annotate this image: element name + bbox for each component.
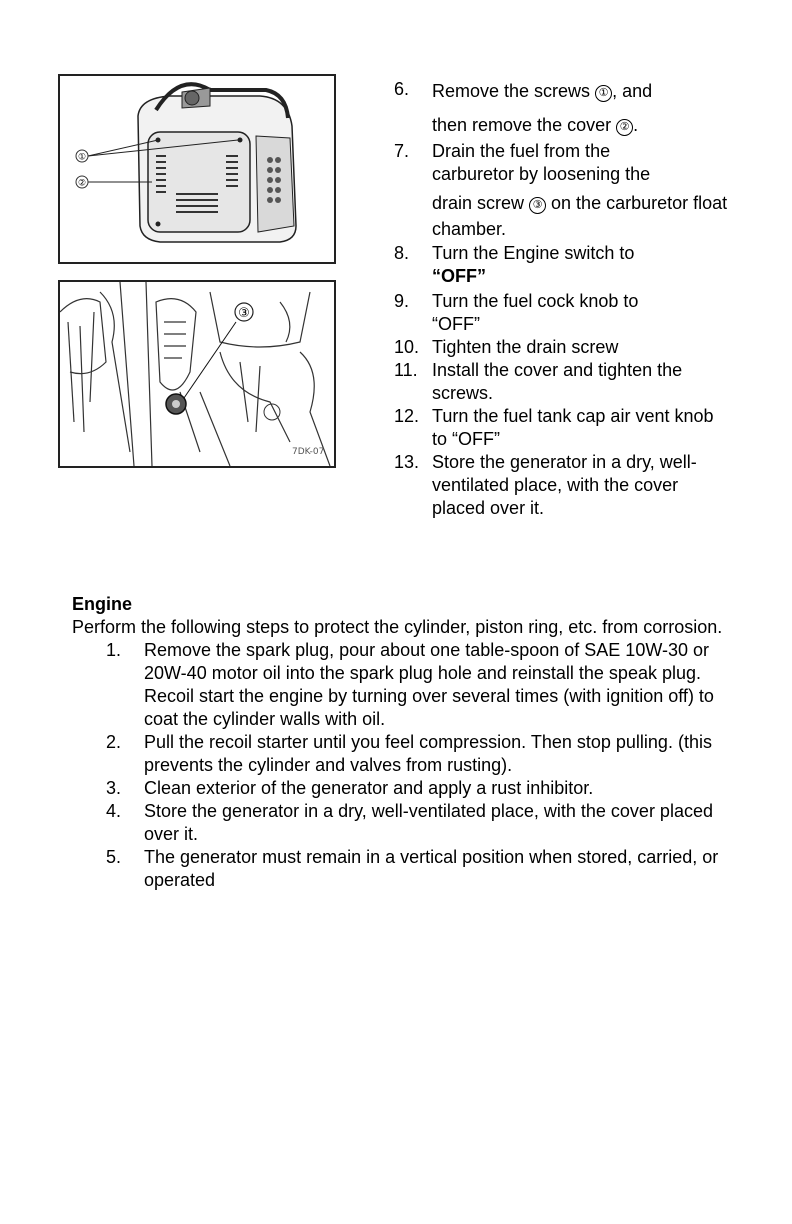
item-number: 4.: [106, 801, 122, 821]
callout-2: ②: [77, 178, 87, 189]
step-7: [394, 140, 764, 242]
item-number: 3.: [106, 778, 122, 798]
cover-marker: ②: [616, 119, 633, 136]
screw-marker: ①: [595, 85, 612, 102]
step-12: [394, 405, 764, 451]
callout-1: ①: [77, 152, 87, 163]
list-item: [72, 846, 752, 892]
engine-section: [72, 593, 752, 892]
item-text: Remove the spark plug, pour about one table-spoon of SAE 10W-30 or 20W-40 motor oil into the spark plug hole and reinstall the speak plug. Recoil start the engine by turning over several times (with ignition off) to coat the cylinder walls with oil.: [144, 640, 714, 729]
item-text: Pull the recoil starter until you feel compression. Then stop pulling. (this prevents the cylinder and valves from rusting).: [144, 732, 712, 775]
step-text: Install the cover and tighten the screws.: [432, 360, 683, 403]
step-number: 10.: [394, 337, 420, 357]
step-text: drain screw: [432, 193, 530, 213]
list-item: [72, 731, 752, 777]
drain-screw-marker: ③: [529, 197, 546, 214]
step-number: 11.: [394, 360, 418, 380]
step-text: Drain the fuel from the carburetor by loosening the: [432, 141, 651, 184]
step-number: 6.: [394, 79, 410, 99]
step-text: then remove the cover: [432, 115, 617, 135]
carburetor-illustration: [60, 282, 334, 466]
figure-stamp: 7DK-07: [292, 447, 325, 457]
step-text: , and: [612, 81, 653, 101]
step-text: on the carburetor float chamber.: [432, 193, 728, 239]
storage-steps: [394, 78, 764, 520]
step-6: [394, 78, 764, 138]
item-text: Store the generator in a dry, well-ventilated place, with the cover placed over it.: [144, 801, 713, 844]
section-intro: Perform the following steps to protect the cylinder, piston ring, etc. from corrosion.: [72, 617, 723, 637]
step-text: .: [633, 115, 639, 135]
list-item: [72, 639, 752, 731]
item-text: The generator must remain in a vertical position when stored, carried, or operated: [144, 847, 719, 890]
step-text: Turn the fuel tank cap air vent knob to “OFF”: [432, 406, 714, 449]
item-text: Clean exterior of the generator and apply a rust inhibitor.: [144, 778, 594, 798]
step-number: 9.: [394, 291, 410, 311]
step-9: [394, 290, 764, 336]
item-number: 2.: [106, 732, 122, 752]
step-number: 13.: [394, 452, 420, 472]
step-text: Remove the screws: [432, 81, 596, 101]
step-number: 12.: [394, 406, 420, 426]
list-item: [72, 777, 752, 800]
step-8: [394, 242, 764, 288]
step-emphasis: “OFF”: [432, 266, 486, 286]
step-text: Tighten the drain screw: [432, 337, 619, 357]
item-number: 5.: [106, 847, 122, 867]
step-11: [394, 359, 764, 405]
item-number: 1.: [106, 640, 122, 660]
step-text: Store the generator in a dry, well-ventilated place, with the cover placed over it.: [432, 452, 697, 518]
section-heading: Engine: [72, 594, 133, 614]
engine-steps: [72, 639, 752, 892]
list-item: [72, 800, 752, 846]
generator-illustration: [60, 76, 334, 262]
step-13: [394, 451, 764, 520]
step-text: Turn the Engine switch to: [432, 243, 635, 263]
step-number: 8.: [394, 243, 410, 263]
step-text: Turn the fuel cock knob to “OFF”: [432, 291, 639, 334]
generator-figure: [58, 74, 336, 264]
callout-3: ③: [238, 306, 250, 321]
step-number: 7.: [394, 141, 410, 161]
carburetor-figure: [58, 280, 336, 468]
step-10: [394, 336, 764, 359]
